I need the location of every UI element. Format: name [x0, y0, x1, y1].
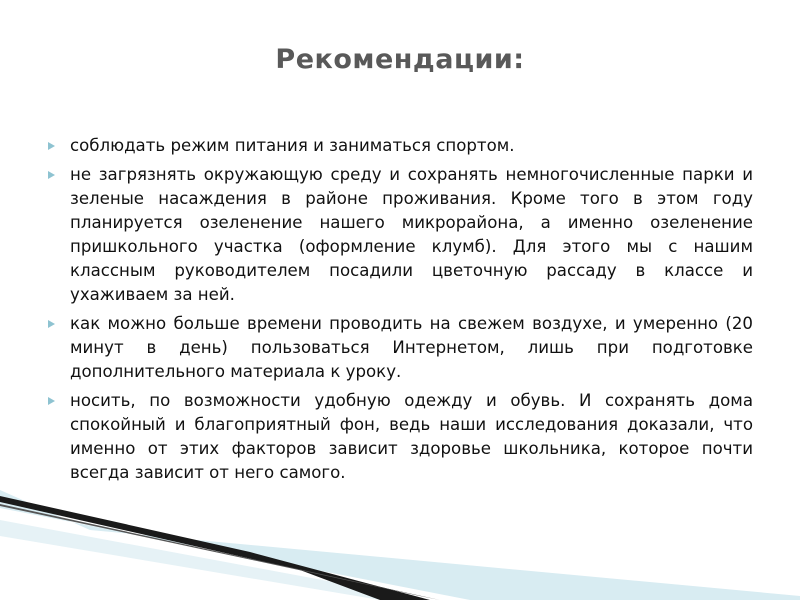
triangle-bullet-icon [48, 320, 55, 328]
dark-swoosh-band [0, 496, 430, 600]
bullet-text: носить, по возможности удобную одежду и обувь. И сохранять дома спокойный и благоприятный фон, ведь наши исследования доказали, что именно от этих факторов зависит здоровье школьника, которое почти всегда зависит от него самого. [70, 391, 753, 482]
triangle-bullet-icon [48, 142, 55, 150]
bullet-text: не загрязнять окружающую среду и сохранять немногочисленные парки и зеленые насаждения в районе проживания. Кроме того в этом году планируется озеленение нашего микрорайона, а именно озеленение пришкольного участка (оформление клумб). Для этого мы с нашим классным руководителем посадили цветочную рассаду в классе и ухаживаем за ней. [70, 165, 753, 304]
bullet-list [48, 134, 753, 490]
corner-swoosh-decoration [0, 490, 800, 600]
bullet-item [48, 163, 753, 307]
bullet-item [48, 389, 753, 485]
bullet-text: соблюдать режим питания и заниматься спортом. [70, 136, 515, 155]
bullet-text: как можно больше времени проводить на свежем воздухе, и умеренно (20 минут в день) пользоваться Интернетом, лишь при подготовке дополнительного материала к уроку. [70, 314, 753, 381]
bullet-item [48, 134, 753, 158]
bullet-item [48, 312, 753, 384]
triangle-bullet-icon [48, 397, 55, 405]
slide-title: Рекомендации: [275, 44, 525, 75]
triangle-bullet-icon [48, 171, 55, 179]
